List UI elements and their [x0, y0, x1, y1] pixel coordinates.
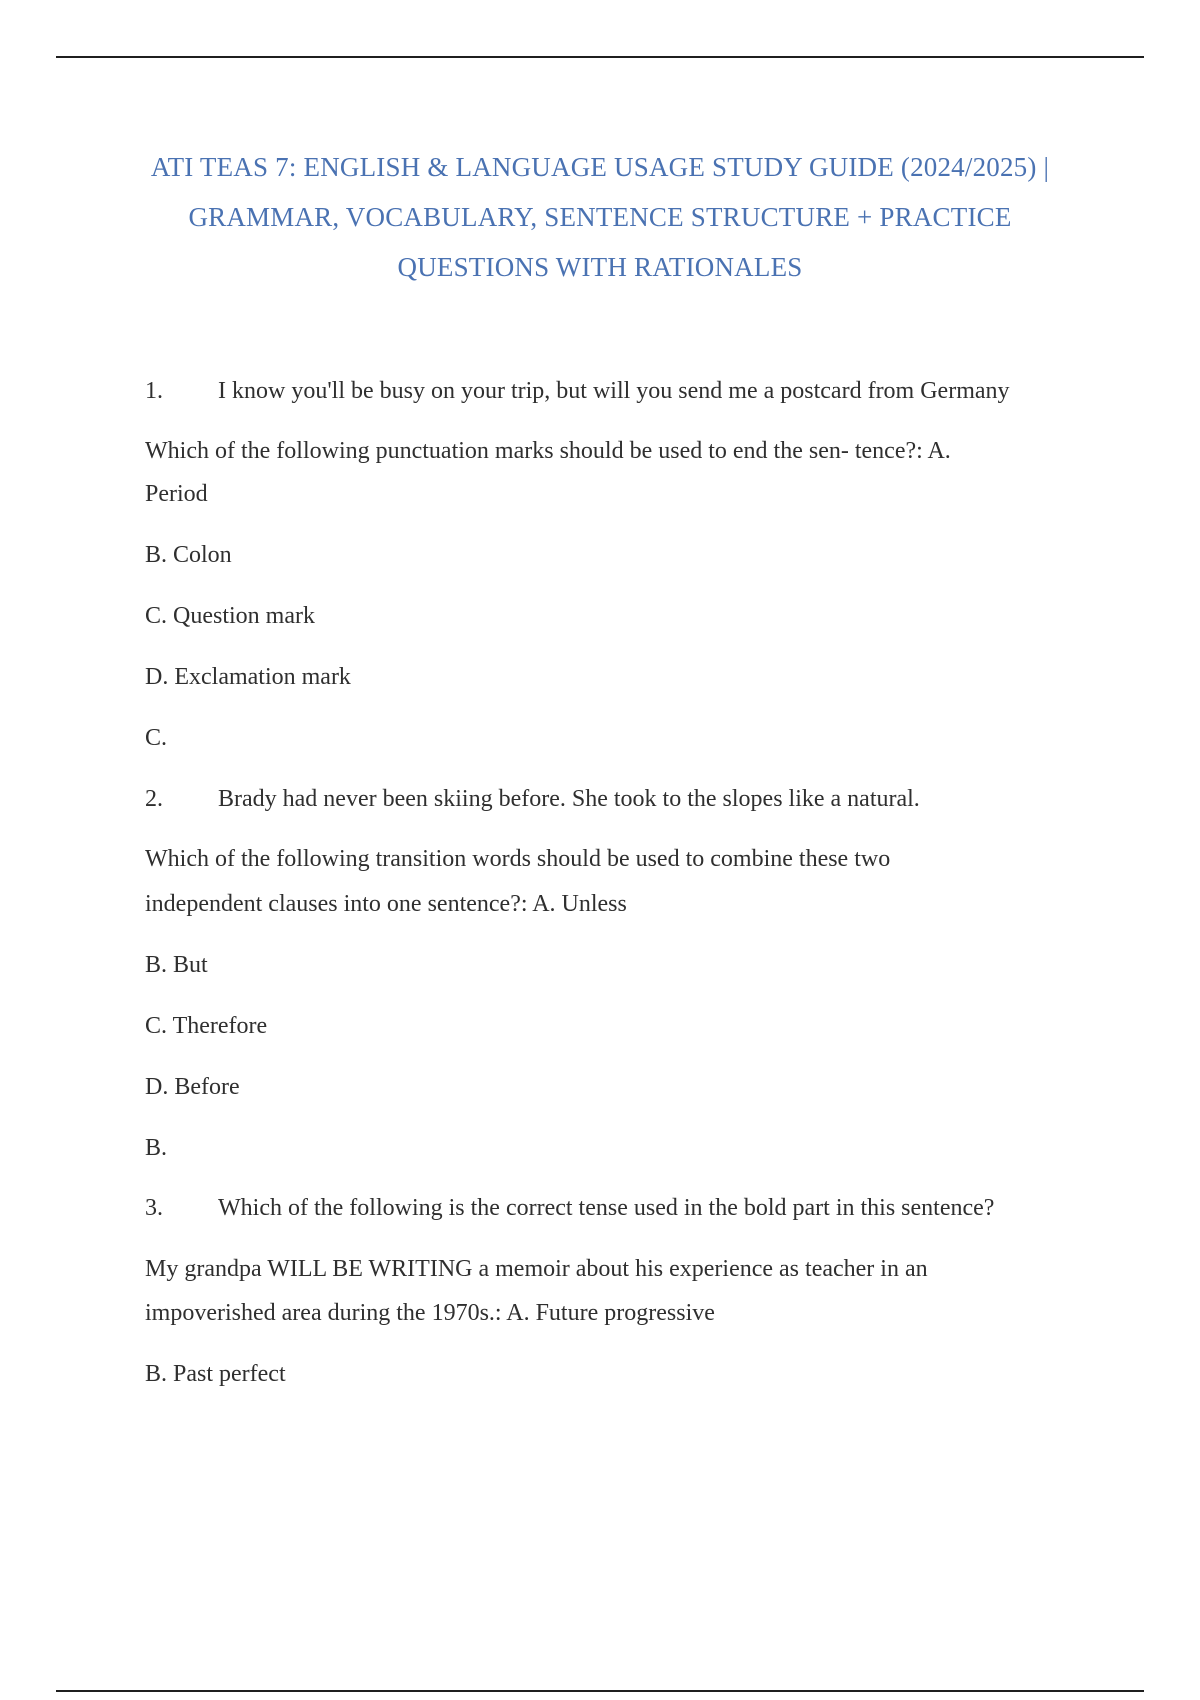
top-rule — [56, 56, 1144, 58]
title-line-2: GRAMMAR, VOCABULARY, SENTENCE STRUCTURE + PRACTICE — [188, 202, 1012, 232]
question-number: 1. — [145, 378, 163, 404]
answer-option: C. Therefore — [145, 1013, 268, 1039]
question-number: 3. — [145, 1195, 163, 1221]
question-stem-line: impoverished area during the 1970s.: A. Future progressive — [145, 1300, 715, 1326]
title-line-3: QUESTIONS WITH RATIONALES — [397, 252, 803, 282]
question-prompt-text: Brady had never been skiing before. She took to the slopes like a natural. — [218, 786, 920, 812]
correct-answer: C. — [145, 725, 168, 751]
question-prompt — [145, 376, 1010, 406]
question-prompt-text: Which of the following is the correct tense used in the bold part in this sentence? — [218, 1195, 995, 1221]
answer-option: B. Past perfect — [145, 1361, 286, 1387]
question-stem-line: independent clauses into one sentence?: A. Unless — [145, 891, 627, 917]
question-prompt-text: I know you'll be busy on your trip, but will you send me a postcard from Germany — [218, 378, 1010, 404]
answer-option: D. Exclamation mark — [145, 664, 351, 690]
document-title — [100, 142, 1100, 292]
answer-option: B. Colon — [145, 542, 232, 568]
question-prompt — [145, 784, 920, 814]
correct-answer: B. — [145, 1135, 168, 1161]
question-stem-line: Period — [145, 481, 208, 507]
title-line-1: ATI TEAS 7: ENGLISH & LANGUAGE USAGE STUDY GUIDE (2024/2025) | — [150, 152, 1050, 182]
question-stem-line: My grandpa WILL BE WRITING a memoir about his experience as teacher in an — [145, 1256, 928, 1282]
bottom-rule — [56, 1690, 1144, 1692]
answer-option: C. Question mark — [145, 603, 315, 629]
question-stem-line: Which of the following punctuation marks should be used to end the sen- tence?: A. — [145, 438, 951, 464]
question-prompt — [145, 1193, 994, 1223]
question-number: 2. — [145, 786, 163, 812]
question-stem-line: Which of the following transition words should be used to combine these two — [145, 846, 891, 872]
answer-option: D. Before — [145, 1074, 240, 1100]
answer-option: B. But — [145, 952, 208, 978]
